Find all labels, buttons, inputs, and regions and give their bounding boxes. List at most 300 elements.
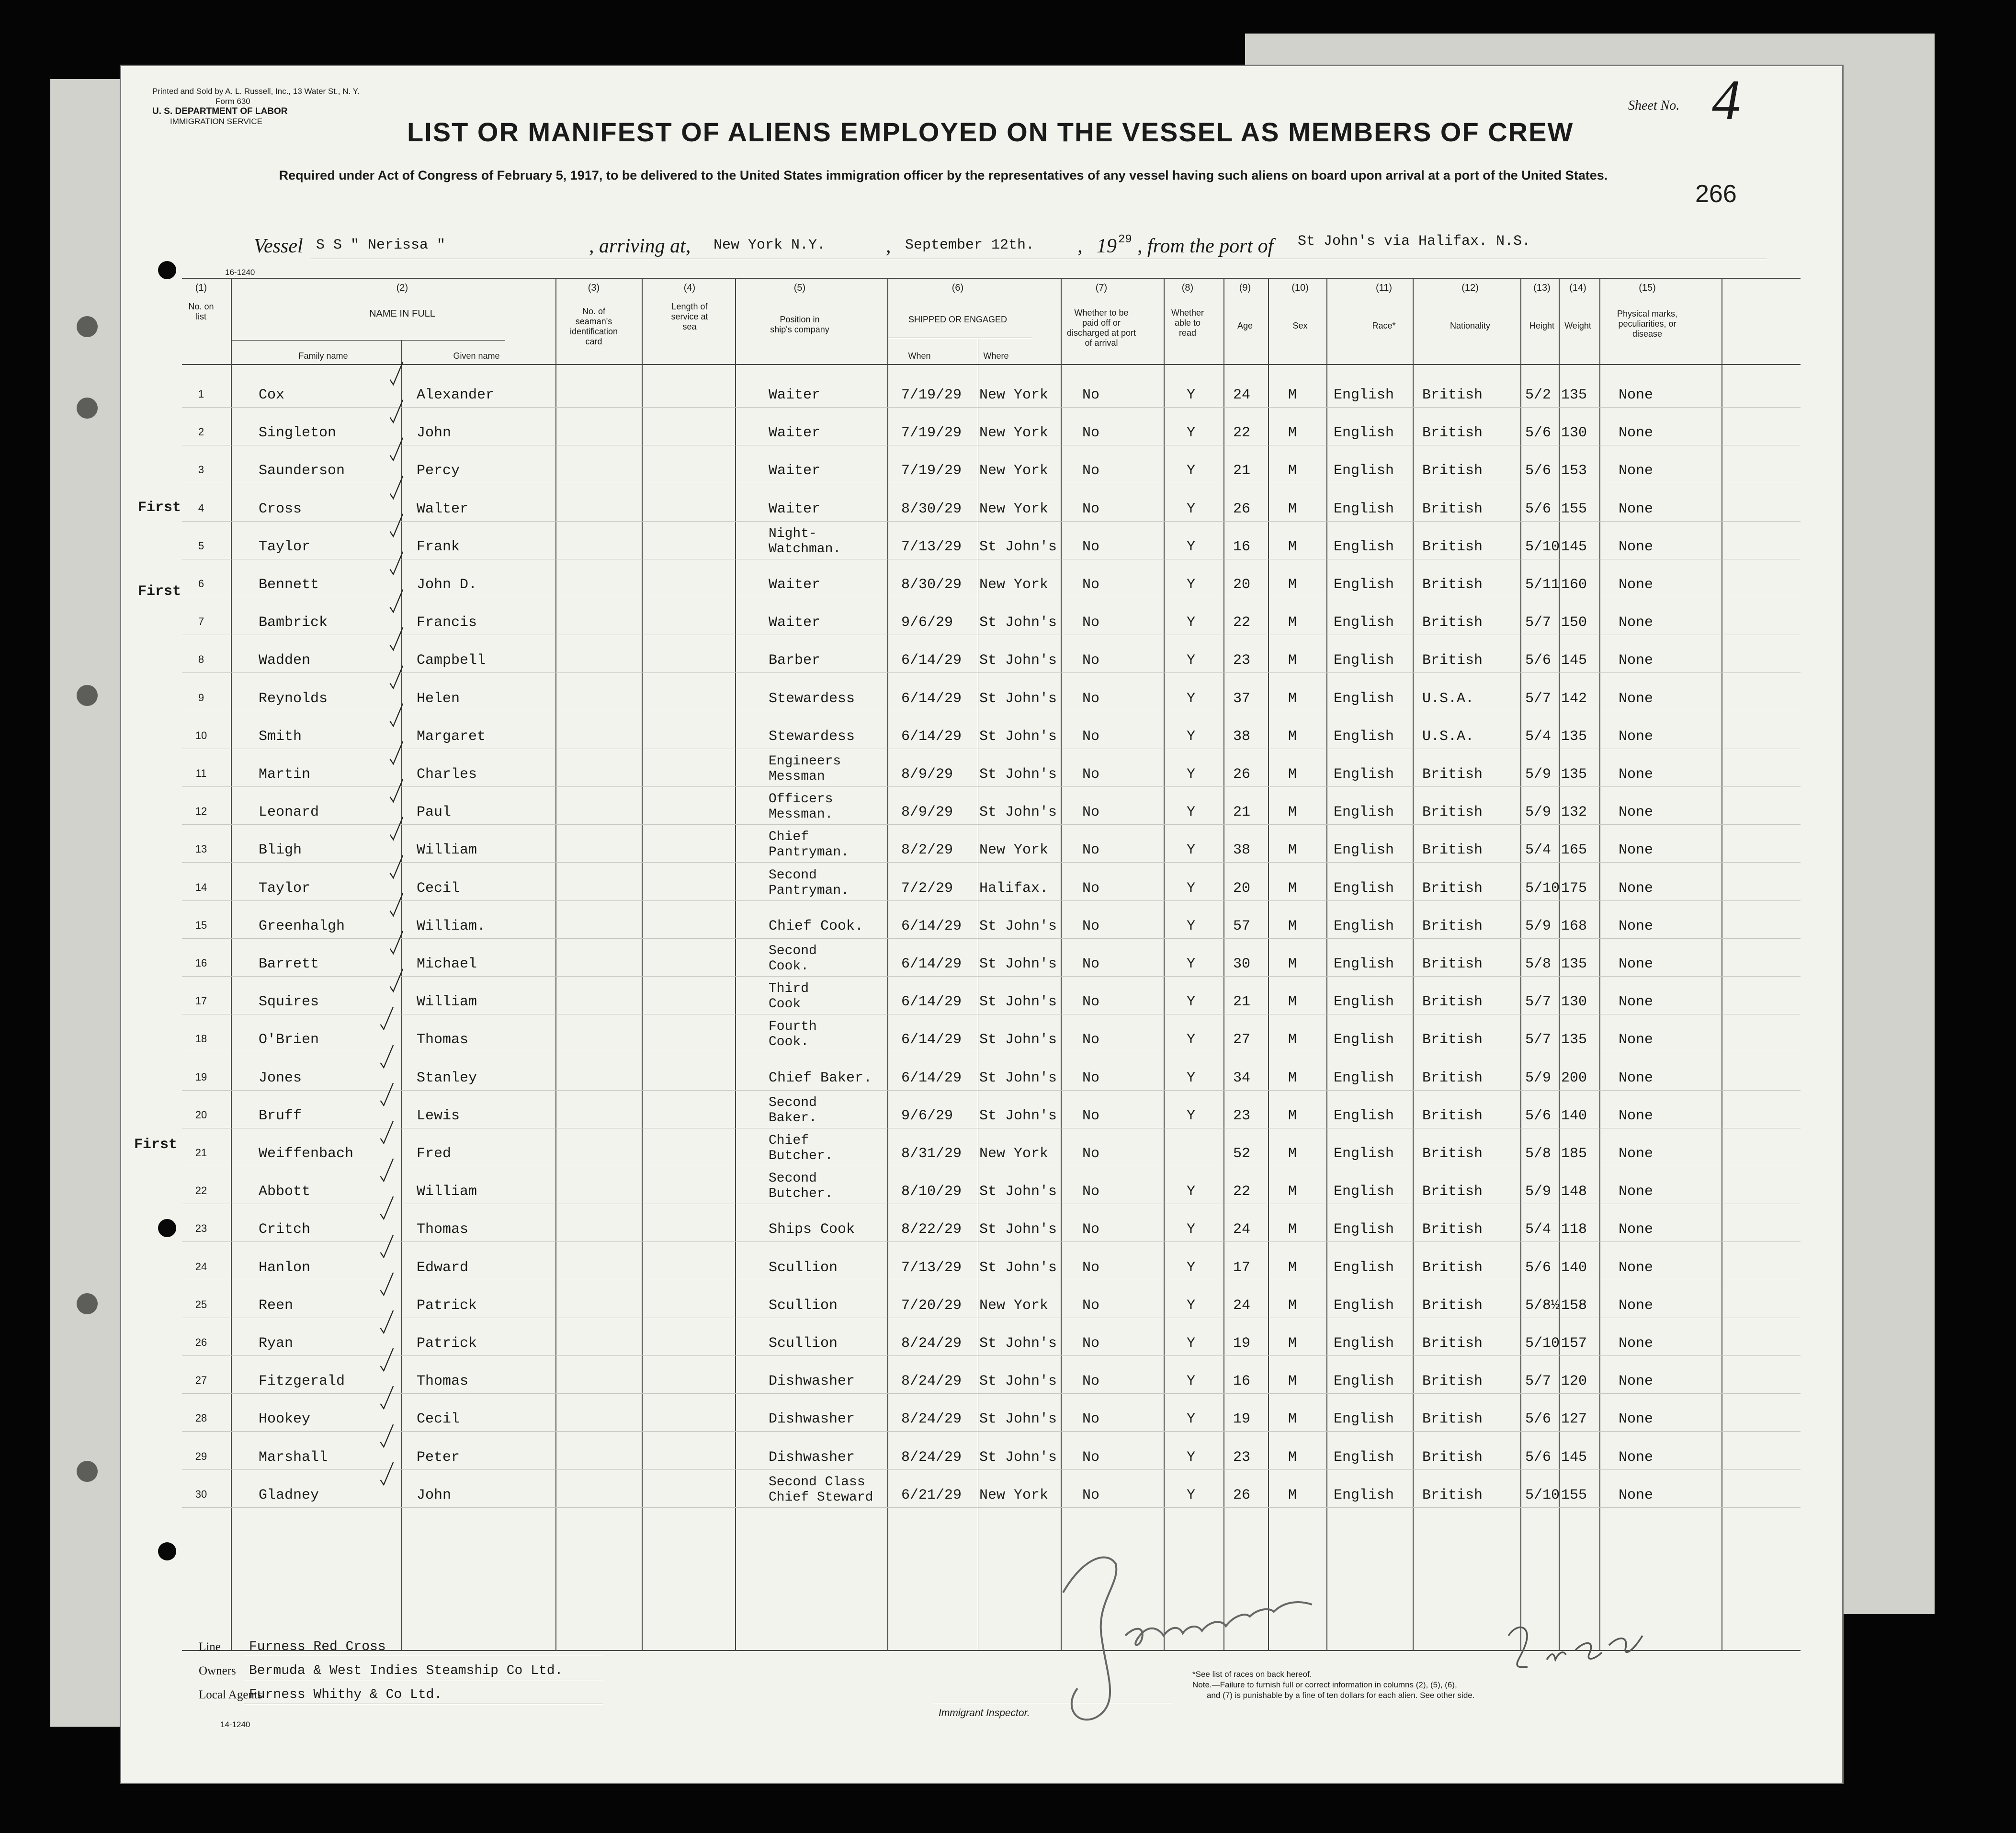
given-name: Percy: [417, 463, 460, 479]
height: 5/9: [1525, 1184, 1552, 1200]
age: 24: [1233, 387, 1251, 403]
shipped-where: St John's: [979, 956, 1057, 972]
shipped-when: 8/30/29: [901, 577, 962, 593]
physical-marks: None: [1619, 1146, 1654, 1162]
col-num-15: (15): [1639, 283, 1656, 293]
header-bottom-border: [182, 364, 1801, 365]
paid-off: No: [1082, 1184, 1100, 1200]
physical-marks: None: [1619, 425, 1654, 442]
paid-off: No: [1082, 1487, 1100, 1503]
sex: M: [1288, 994, 1297, 1011]
table-row: [120, 829, 1844, 866]
shipped-where: St John's: [979, 615, 1057, 631]
check-mark-icon: [388, 430, 404, 468]
row-number: 21: [195, 1147, 207, 1159]
given-name: Michael: [417, 956, 477, 972]
nationality: British: [1422, 956, 1483, 972]
printer-line: Printed and Sold by A. L. Russell, Inc., 13 Water St., N. Y.: [152, 87, 360, 96]
shipped-when: 8/2/29: [901, 842, 953, 859]
able-to-read: Y: [1187, 1032, 1196, 1048]
nationality: British: [1422, 880, 1483, 897]
paid-off: No: [1082, 577, 1100, 593]
weight: 160: [1561, 577, 1587, 593]
paid-off: No: [1082, 766, 1100, 783]
weight: 135: [1561, 956, 1587, 972]
given-name: Alexander: [417, 387, 495, 403]
name-subheader-line: [232, 340, 505, 341]
weight: 135: [1561, 387, 1587, 403]
sex: M: [1288, 1449, 1297, 1466]
physical-marks: None: [1619, 538, 1654, 555]
header-shipped: SHIPPED OR ENGAGED: [908, 315, 1008, 324]
shipped-where: New York: [979, 1297, 1049, 1314]
height: 5/10: [1525, 1335, 1560, 1352]
race: English: [1334, 652, 1394, 669]
family-name: Leonard: [259, 804, 319, 821]
check-mark-icon: [378, 1189, 395, 1227]
position-line-2: Cook.: [769, 1035, 809, 1050]
check-mark-icon: [378, 1455, 395, 1493]
position: Night-: [769, 526, 817, 541]
sex: M: [1288, 1146, 1297, 1162]
height: 5/7: [1525, 994, 1552, 1011]
weight: 185: [1561, 1146, 1587, 1162]
position: Dishwasher: [769, 1449, 855, 1466]
sex: M: [1288, 652, 1297, 669]
check-mark-icon: [378, 1151, 395, 1189]
race: English: [1334, 1259, 1394, 1276]
physical-marks: None: [1619, 1107, 1654, 1124]
nationality: British: [1422, 1411, 1483, 1428]
margin-note-first: First: [138, 500, 181, 516]
position: Waiter: [769, 615, 821, 631]
weight: 145: [1561, 1449, 1587, 1466]
family-name: Critch: [259, 1221, 311, 1238]
table-row: [120, 715, 1844, 753]
weight: 157: [1561, 1335, 1587, 1352]
race: English: [1334, 804, 1394, 821]
table-row: [120, 525, 1844, 563]
table-row: [120, 449, 1844, 487]
family-name: Taylor: [259, 538, 311, 555]
family-name: Bruff: [259, 1107, 302, 1124]
nationality: British: [1422, 1184, 1483, 1200]
family-name: Ryan: [259, 1335, 294, 1352]
row-number: 16: [195, 957, 207, 969]
physical-marks: None: [1619, 1221, 1654, 1238]
header-no-on-list: No. on list: [188, 302, 214, 321]
weight: 145: [1561, 538, 1587, 555]
position: Scullion: [769, 1335, 838, 1352]
row-number: 14: [195, 881, 207, 893]
race: English: [1334, 1070, 1394, 1086]
sex: M: [1288, 1335, 1297, 1352]
nationality: U.S.A.: [1422, 728, 1474, 745]
physical-marks: None: [1619, 387, 1654, 403]
physical-marks: None: [1619, 1487, 1654, 1503]
physical-marks: None: [1619, 652, 1654, 669]
sex: M: [1288, 425, 1297, 442]
position: Waiter: [769, 577, 821, 593]
physical-marks: None: [1619, 880, 1654, 897]
race: English: [1334, 1146, 1394, 1162]
paid-off: No: [1082, 1032, 1100, 1048]
position: Chief: [769, 830, 809, 845]
given-name: William: [417, 994, 477, 1011]
given-name: Fred: [417, 1146, 452, 1162]
sex: M: [1288, 463, 1297, 479]
paid-off: No: [1082, 652, 1100, 669]
age: 22: [1233, 425, 1251, 442]
col-num-1: (1): [195, 283, 207, 293]
arrival-date: September 12th.: [905, 237, 1035, 253]
margin-note-first: First: [138, 583, 181, 600]
position: Waiter: [769, 463, 821, 479]
penalty-note-2: and (7) is punishable by a fine of ten dollars for each alien. See other side.: [1207, 1691, 1475, 1700]
age: 24: [1233, 1297, 1251, 1314]
age: 23: [1233, 1107, 1251, 1124]
check-mark-icon: [378, 1265, 395, 1303]
weight: 140: [1561, 1107, 1587, 1124]
given-name: William: [417, 1184, 477, 1200]
able-to-read: Y: [1187, 1107, 1196, 1124]
race: English: [1334, 1297, 1394, 1314]
row-number: 3: [198, 464, 204, 476]
row-ruling: [182, 900, 1801, 901]
position-line-2: Butcher.: [769, 1149, 833, 1163]
row-number: 15: [195, 919, 207, 931]
position-line-2: Pantryman.: [769, 845, 849, 860]
form-number: Form 630: [215, 97, 250, 106]
nationality: British: [1422, 615, 1483, 631]
sex: M: [1288, 1107, 1297, 1124]
nationality: British: [1422, 387, 1483, 403]
table-row: [120, 753, 1844, 791]
family-name: Jones: [259, 1070, 302, 1086]
shipped-where: St John's: [979, 1259, 1057, 1276]
family-name: Reen: [259, 1297, 294, 1314]
able-to-read: Y: [1187, 615, 1196, 631]
position: Chief: [769, 1133, 809, 1148]
shipped-when: 8/9/29: [901, 766, 953, 783]
physical-marks: None: [1619, 1259, 1654, 1276]
position: Stewardess: [769, 690, 855, 707]
position: Waiter: [769, 387, 821, 403]
family-name: Taylor: [259, 880, 311, 897]
given-name: Francis: [417, 615, 477, 631]
weight: 155: [1561, 1487, 1587, 1503]
physical-marks: None: [1619, 1411, 1654, 1428]
physical-marks: None: [1619, 956, 1654, 972]
family-name: Hookey: [259, 1411, 311, 1428]
able-to-read: Y: [1187, 538, 1196, 555]
shipped-when: 7/19/29: [901, 387, 962, 403]
age: 21: [1233, 994, 1251, 1011]
position: Stewardess: [769, 728, 855, 745]
given-name: Charles: [417, 766, 477, 783]
nationality: British: [1422, 425, 1483, 442]
row-ruling: [182, 1507, 1801, 1508]
row-ruling: [182, 407, 1801, 408]
row-number: 8: [198, 653, 204, 666]
nationality: British: [1422, 577, 1483, 593]
able-to-read: Y: [1187, 1297, 1196, 1314]
punch-hole: [158, 1219, 176, 1237]
table-row: [120, 563, 1844, 601]
able-to-read: Y: [1187, 842, 1196, 859]
paid-off: No: [1082, 1373, 1100, 1390]
given-name: Thomas: [417, 1373, 469, 1390]
race: English: [1334, 918, 1394, 934]
position: Chief Cook.: [769, 918, 864, 934]
row-ruling: [182, 786, 1801, 787]
table-row: [120, 905, 1844, 943]
col-num-13: (13): [1533, 283, 1551, 293]
comma-separator-2: ,: [1077, 235, 1083, 257]
row-number: 25: [195, 1298, 207, 1310]
row-number: 29: [195, 1450, 207, 1462]
family-name: Bligh: [259, 842, 302, 859]
weight: 132: [1561, 804, 1587, 821]
check-mark-icon: [378, 1303, 395, 1341]
check-mark-icon: [388, 696, 404, 734]
race: English: [1334, 842, 1394, 859]
position-line-2: Chief Steward: [769, 1490, 873, 1505]
age: 24: [1233, 1221, 1251, 1238]
position: Waiter: [769, 425, 821, 442]
weight: 130: [1561, 425, 1587, 442]
nationality: British: [1422, 501, 1483, 517]
family-name: Abbott: [259, 1184, 311, 1200]
row-number: 5: [198, 539, 204, 552]
row-number: 2: [198, 426, 204, 438]
departure-port: St John's via Halifax. N.S.: [1298, 233, 1531, 250]
paid-off: No: [1082, 842, 1100, 859]
shipped-when: 6/14/29: [901, 728, 962, 745]
nationality: British: [1422, 1487, 1483, 1503]
age: 20: [1233, 577, 1251, 593]
col-num-10: (10): [1291, 283, 1309, 293]
physical-marks: None: [1619, 994, 1654, 1011]
header-physical: Physical marks, peculiarities, or disease: [1617, 309, 1678, 339]
weight: 165: [1561, 842, 1587, 859]
row-ruling: [182, 1090, 1801, 1091]
position-line-2: Messman.: [769, 807, 833, 822]
shipped-when: 8/24/29: [901, 1411, 962, 1428]
able-to-read: Y: [1187, 918, 1196, 934]
owners-value: Bermuda & West Indies Steamship Co Ltd.: [249, 1663, 563, 1678]
shipped-where: New York: [979, 463, 1049, 479]
family-name: Gladney: [259, 1487, 319, 1503]
punch-hole: [158, 1542, 176, 1560]
age: 21: [1233, 463, 1251, 479]
row-number: 4: [198, 501, 204, 514]
paid-off: No: [1082, 387, 1100, 403]
row-ruling: [182, 976, 1801, 977]
nationality: British: [1422, 1107, 1483, 1124]
shipped-where: New York: [979, 387, 1049, 403]
weight: 158: [1561, 1297, 1587, 1314]
paid-off: No: [1082, 918, 1100, 934]
race: English: [1334, 1107, 1394, 1124]
nationality: British: [1422, 463, 1483, 479]
table-row: [120, 943, 1844, 980]
physical-marks: None: [1619, 1297, 1654, 1314]
shipped-when: 9/6/29: [901, 615, 953, 631]
weight: 153: [1561, 463, 1587, 479]
family-name: Marshall: [259, 1449, 328, 1466]
age: 23: [1233, 1449, 1251, 1466]
age: 37: [1233, 690, 1251, 707]
sex: M: [1288, 501, 1297, 517]
shipped-where: New York: [979, 1487, 1049, 1503]
sex: M: [1288, 1297, 1297, 1314]
shipped-where: St John's: [979, 690, 1057, 707]
race: English: [1334, 994, 1394, 1011]
nationality: British: [1422, 1221, 1483, 1238]
shipped-when: 6/14/29: [901, 690, 962, 707]
table-top-border: [182, 278, 1801, 279]
paid-off: No: [1082, 615, 1100, 631]
height: 5/6: [1525, 1107, 1552, 1124]
weight: 140: [1561, 1259, 1587, 1276]
line-value: Furness Red Cross: [249, 1639, 386, 1654]
able-to-read: Y: [1187, 425, 1196, 442]
position: Fourth: [769, 1019, 817, 1035]
physical-marks: None: [1619, 1070, 1654, 1086]
penalty-note-1: Note.—Failure to furnish full or correct information in columns (2), (5), (6),: [1192, 1680, 1457, 1689]
row-number: 27: [195, 1374, 207, 1387]
nationality: British: [1422, 1373, 1483, 1390]
height: 5/8: [1525, 1146, 1552, 1162]
row-number: 24: [195, 1260, 207, 1273]
paid-off: No: [1082, 538, 1100, 555]
height: 5/6: [1525, 463, 1552, 479]
inspector-label: Immigrant Inspector.: [939, 1708, 1030, 1719]
physical-marks: None: [1619, 766, 1654, 783]
given-name: Cecil: [417, 1411, 460, 1428]
shipped-when: 8/24/29: [901, 1335, 962, 1352]
physical-marks: None: [1619, 1449, 1654, 1466]
check-mark-icon: [378, 1417, 395, 1455]
header-where: Where: [983, 351, 1009, 361]
comma-separator: ,: [886, 235, 891, 257]
height: 5/6: [1525, 1411, 1552, 1428]
able-to-read: Y: [1187, 1411, 1196, 1428]
given-name: John: [417, 1487, 452, 1503]
col-num-6: (6): [951, 283, 964, 293]
paid-off: No: [1082, 1297, 1100, 1314]
family-name: Greenhalgh: [259, 918, 345, 934]
sex: M: [1288, 577, 1297, 593]
col-num-7: (7): [1095, 283, 1108, 293]
given-name: William: [417, 842, 477, 859]
family-name: Fitzgerald: [259, 1373, 345, 1390]
sex: M: [1288, 1032, 1297, 1048]
arriving-label: , arriving at,: [589, 235, 691, 257]
height: 5/6: [1525, 652, 1552, 669]
table-row: [120, 411, 1844, 449]
margin-note-first: First: [134, 1137, 178, 1153]
race: English: [1334, 387, 1394, 403]
shipped-where: New York: [979, 425, 1049, 442]
shipped-where: St John's: [979, 1411, 1057, 1428]
age: 23: [1233, 652, 1251, 669]
shipped-when: 9/6/29: [901, 1107, 953, 1124]
check-mark-icon: [388, 734, 404, 772]
sex: M: [1288, 690, 1297, 707]
given-name: Patrick: [417, 1335, 477, 1352]
height: 5/4: [1525, 728, 1552, 745]
weight: 142: [1561, 690, 1587, 707]
able-to-read: Y: [1187, 1335, 1196, 1352]
shipped-where: St John's: [979, 1032, 1057, 1048]
given-name: Helen: [417, 690, 460, 707]
paid-off: No: [1082, 1221, 1100, 1238]
position: Dishwasher: [769, 1373, 855, 1390]
able-to-read: Y: [1187, 1373, 1196, 1390]
shipped-when: 8/24/29: [901, 1373, 962, 1390]
header-when: When: [908, 351, 931, 361]
height: 5/8½: [1525, 1297, 1560, 1314]
paid-off: No: [1082, 728, 1100, 745]
position: Barber: [769, 652, 821, 669]
row-number: 18: [195, 1033, 207, 1045]
physical-marks: None: [1619, 728, 1654, 745]
vessel-label: Vessel: [254, 235, 303, 257]
sex: M: [1288, 956, 1297, 972]
race: English: [1334, 1373, 1394, 1390]
check-mark-icon: [388, 354, 404, 393]
given-name: John: [417, 425, 452, 442]
able-to-read: Y: [1187, 728, 1196, 745]
table-row: [120, 1474, 1844, 1512]
col-num-8: (8): [1181, 283, 1194, 293]
age: 34: [1233, 1070, 1251, 1086]
position: Scullion: [769, 1297, 838, 1314]
col-num-5: (5): [793, 283, 806, 293]
shipped-where: St John's: [979, 1070, 1057, 1086]
shipped-where: St John's: [979, 652, 1057, 669]
table-row: [120, 488, 1844, 525]
col-num-4: (4): [683, 283, 696, 293]
race: English: [1334, 501, 1394, 517]
sex: M: [1288, 766, 1297, 783]
position: Second: [769, 944, 817, 958]
check-mark-icon: [378, 1378, 395, 1417]
nationality: British: [1422, 1449, 1483, 1466]
shipped-where: St John's: [979, 538, 1057, 555]
race: English: [1334, 1449, 1394, 1466]
header-position: Position in ship's company: [770, 315, 829, 334]
shipped-where: New York: [979, 577, 1049, 593]
family-name: O'Brien: [259, 1032, 319, 1048]
physical-marks: None: [1619, 842, 1654, 859]
weight: 168: [1561, 918, 1587, 934]
height: 5/6: [1525, 1259, 1552, 1276]
nationality: British: [1422, 804, 1483, 821]
height: 5/4: [1525, 842, 1552, 859]
age: 19: [1233, 1335, 1251, 1352]
row-ruling: [182, 1241, 1801, 1242]
page-subtitle: Required under Act of Congress of February 5, 1917, to be delivered to the United States immigration officer by the representatives of any vessel having such aliens on board upon arrival at a port of the United States.: [279, 168, 1608, 182]
shipped-when: 7/13/29: [901, 538, 962, 555]
row-number: 7: [198, 615, 204, 628]
row-ruling: [182, 672, 1801, 673]
height: 5/2: [1525, 387, 1552, 403]
able-to-read: Y: [1187, 880, 1196, 897]
weight: 135: [1561, 1032, 1587, 1048]
